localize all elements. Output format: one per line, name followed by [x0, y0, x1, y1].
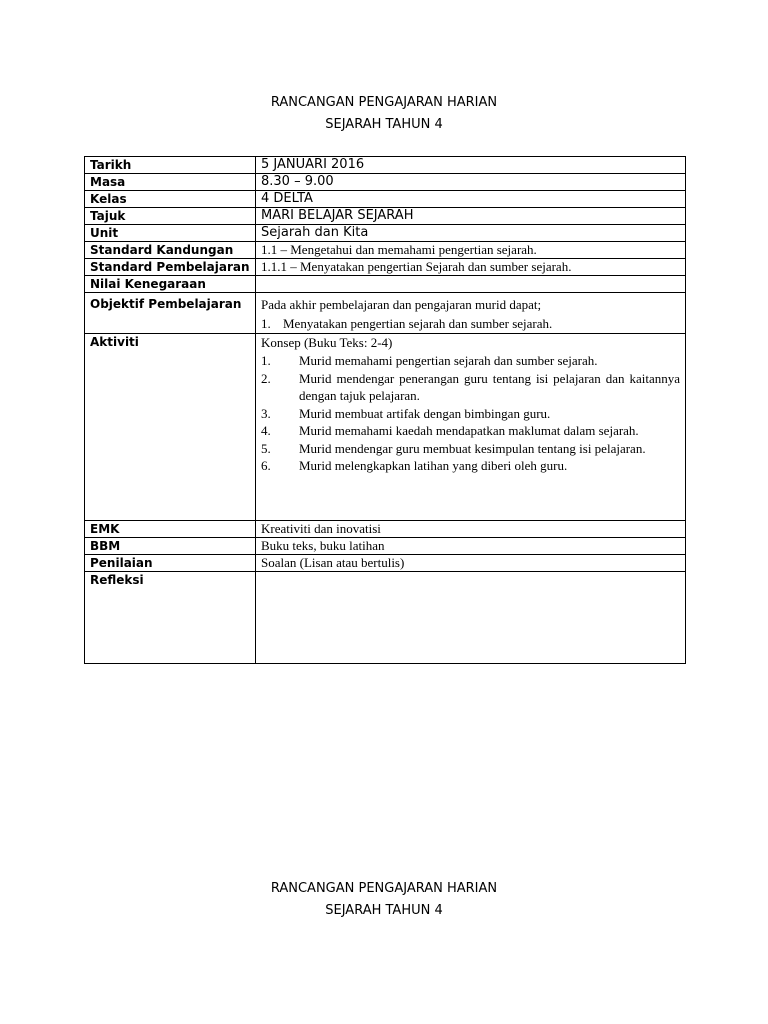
list-item-number: 5. [261, 440, 271, 456]
value-emk: Kreativiti dan inovatisi [256, 521, 686, 538]
value-unit: Sejarah dan Kita [256, 225, 686, 242]
list-item-number: 2. [261, 370, 271, 386]
value-aktiviti [256, 334, 686, 521]
list-item-text: Murid memahami kaedah mendapatkan maklumat dalam sejarah. [299, 423, 639, 438]
lesson-plan-table [84, 156, 686, 664]
label-tajuk: Tajuk [85, 208, 256, 225]
list-item-number: 1. [261, 353, 271, 368]
label-bbm: BBM [85, 538, 256, 555]
row-kelas [85, 191, 686, 208]
row-masa [85, 174, 686, 191]
row-standard-pembelajaran [85, 259, 686, 276]
row-bbm [85, 538, 686, 555]
list-item-number: 4. [261, 423, 271, 438]
label-unit: Unit [85, 225, 256, 242]
label-penilaian: Penilaian [85, 555, 256, 572]
value-refleksi [256, 572, 686, 664]
list-item [261, 422, 680, 440]
label-objektif: Objektif Pembelajaran [85, 293, 256, 334]
value-standard-kandungan: 1.1 – Mengetahui dan memahami pengertian sejarah. [256, 242, 686, 259]
list-item-text: Murid mendengar penerangan guru tentang isi pelajaran dan kaitannya dengan tajuk pelajaran. [299, 370, 680, 403]
objektif-item-text: Menyatakan pengertian sejarah dan sumber sejarah. [283, 316, 553, 331]
label-standard-pembelajaran: Standard Pembelajaran [85, 259, 256, 276]
row-emk [85, 521, 686, 538]
objektif-item [261, 314, 680, 333]
row-nilai-kenegaraan [85, 276, 686, 293]
objektif-item-number: 1. [261, 316, 271, 331]
list-item-text: Murid mendengar guru membuat kesimpulan tentang isi pelajaran. [299, 440, 646, 456]
heading-subtitle: SEJARAH TAHUN 4 [325, 903, 443, 918]
aktiviti-intro: Konsep (Buku Teks: 2-4) [261, 335, 393, 350]
list-item [261, 440, 680, 458]
row-tarikh [85, 157, 686, 174]
objektif-intro: Pada akhir pembelajaran dan pengajaran murid dapat; [261, 297, 542, 312]
value-bbm: Buku teks, buku latihan [256, 538, 686, 555]
list-item [261, 370, 680, 405]
value-standard-pembelajaran: 1.1.1 – Menyatakan pengertian Sejarah dan sumber sejarah. [256, 259, 686, 276]
value-nilai-kenegaraan [256, 276, 686, 293]
value-kelas: 4 DELTA [256, 191, 686, 208]
heading-title: RANCANGAN PENGAJARAN HARIAN [270, 881, 498, 896]
list-item [261, 352, 680, 370]
value-penilaian: Soalan (Lisan atau bertulis) [256, 555, 686, 572]
label-refleksi: Refleksi [85, 572, 256, 664]
label-kelas: Kelas [85, 191, 256, 208]
list-item [261, 457, 680, 475]
page-heading [0, 92, 768, 136]
row-penilaian [85, 555, 686, 572]
heading-subtitle: SEJARAH TAHUN 4 [325, 117, 443, 132]
label-standard-kandungan: Standard Kandungan [85, 242, 256, 259]
list-item-text: Murid membuat artifak dengan bimbingan guru. [299, 405, 551, 421]
label-nilai-kenegaraan: Nilai Kenegaraan [85, 276, 256, 293]
label-tarikh: Tarikh [85, 157, 256, 174]
list-item-number: 6. [261, 458, 271, 473]
value-tajuk: MARI BELAJAR SEJARAH [256, 208, 686, 225]
list-item-text: Murid melengkapkan latihan yang diberi oleh guru. [299, 458, 568, 473]
aktiviti-list [261, 352, 680, 475]
page-heading-repeat [0, 878, 768, 922]
row-aktiviti [85, 334, 686, 521]
row-tajuk [85, 208, 686, 225]
label-masa: Masa [85, 174, 256, 191]
list-item-number: 3. [261, 405, 271, 421]
label-emk: EMK [85, 521, 256, 538]
label-aktiviti: Aktiviti [85, 334, 256, 521]
row-objektif [85, 293, 686, 334]
value-objektif [256, 293, 686, 334]
value-tarikh: 5 JANUARI 2016 [256, 157, 686, 174]
row-refleksi [85, 572, 686, 664]
heading-title: RANCANGAN PENGAJARAN HARIAN [270, 95, 498, 110]
row-standard-kandungan [85, 242, 686, 259]
list-item [261, 405, 680, 423]
value-masa: 8.30 – 9.00 [256, 174, 686, 191]
row-unit [85, 225, 686, 242]
list-item-text: Murid memahami pengertian sejarah dan sumber sejarah. [299, 353, 598, 368]
